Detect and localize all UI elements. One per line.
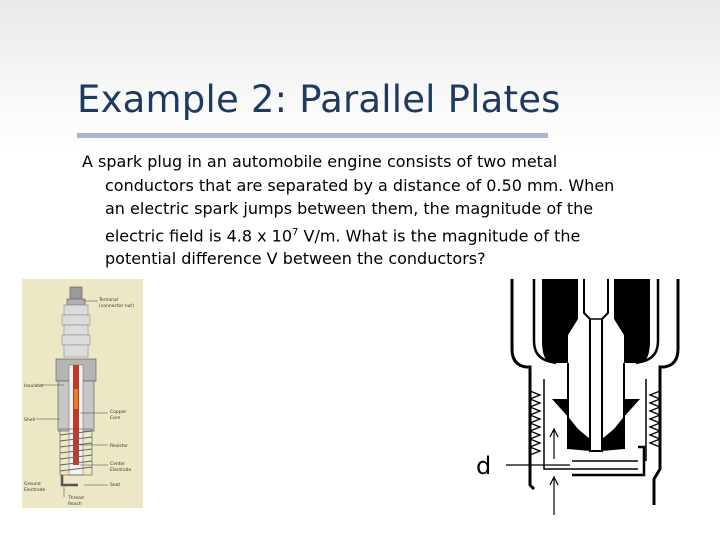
label-insulator: Insulator (24, 384, 44, 389)
label-core: Core (110, 416, 121, 421)
field-tail: V/m. What is the magnitude of the (298, 225, 581, 245)
slide-title: Example 2: Parallel Plates (77, 78, 561, 121)
spark-plug-photo (22, 279, 143, 508)
title-underline (77, 133, 548, 138)
label-resistor: Resistor (110, 444, 128, 449)
question-line: potential difference V between the conductors? (105, 249, 486, 269)
label-reach: Reach (68, 502, 82, 507)
question-line: conductors that are separated by a distance of 0.50 mm. When (105, 175, 615, 195)
label-ground: Ground (24, 482, 41, 487)
spark-plug-cross-section (478, 279, 718, 541)
label-terminal: Terminal (99, 298, 119, 303)
question-line (82, 221, 682, 248)
label-center-sub: Electrode (110, 468, 132, 473)
label-ground-sub: Electrode (24, 488, 46, 493)
label-seat: Seat (110, 483, 121, 488)
label-shell: Shell (24, 418, 35, 423)
gap-label: d (476, 452, 492, 480)
cross-section-drawing (478, 279, 718, 537)
title-band (0, 0, 720, 150)
question-text (82, 150, 682, 271)
field-exponent: 7 (292, 226, 299, 238)
label-copper: Copper (110, 410, 127, 415)
field-value: electric field is 4.8 x 10 (105, 225, 293, 245)
label-terminal-sub: (connector nut) (99, 304, 134, 309)
question-line: A spark plug in an automobile engine consists of two metal (82, 152, 558, 171)
spark-plug-illustration (22, 279, 143, 508)
label-thread: Thread (68, 496, 84, 501)
label-center: Center (110, 462, 126, 467)
question-line: an electric spark jumps between them, the magnitude of the (105, 199, 594, 218)
